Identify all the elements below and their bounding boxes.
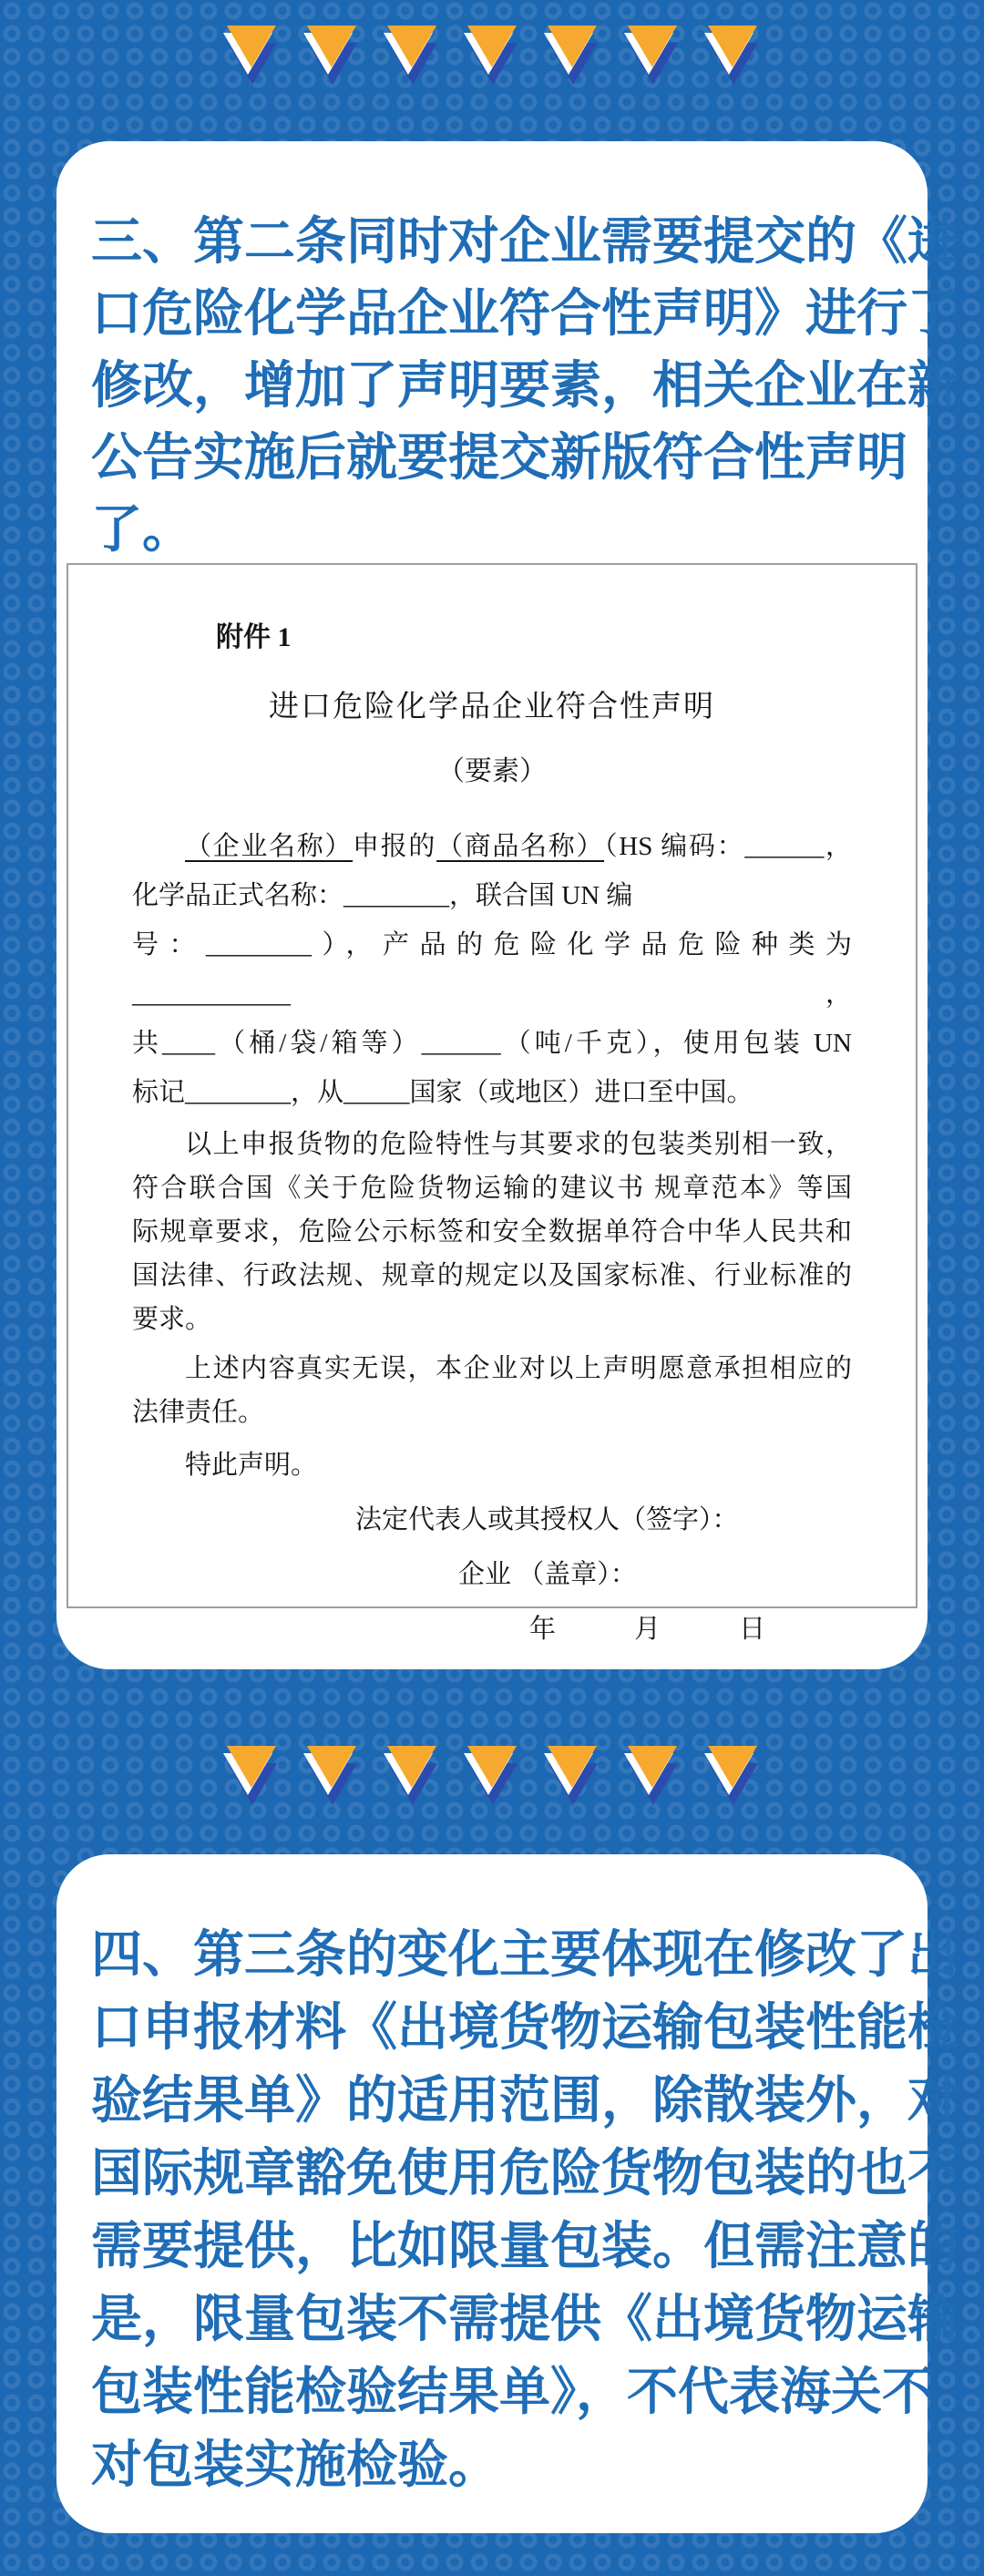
paragraph-line: 国法律、行政法规、规章的规定以及国家标准、行业标准的 bbox=[132, 1261, 852, 1290]
date-month: 月 bbox=[633, 1615, 661, 1644]
document-compliance-paragraph bbox=[132, 1123, 852, 1341]
chevron-down-icon bbox=[227, 26, 276, 89]
form-line: 标记________，从_____国家（或地区）进口至中国。 bbox=[132, 1078, 753, 1107]
chevron-down-icon bbox=[708, 26, 757, 89]
section-card-3 bbox=[56, 141, 958, 1669]
form-text: 申报的 bbox=[353, 832, 437, 861]
blank-hs-code: ______ bbox=[744, 832, 825, 861]
paragraph-line: 修改，增加了声明要素，相关企业在新 bbox=[91, 356, 958, 414]
chevron-down-icon bbox=[467, 1746, 517, 1810]
paragraph-line: 符合联合国《关于危险货物运输的建议书 规章范本》等国 bbox=[132, 1174, 852, 1203]
section-card-4 bbox=[56, 1854, 958, 2533]
chevron-down-icon bbox=[227, 1746, 276, 1810]
paragraph-line: 需要提供，比如限量包装。但需注意的 bbox=[91, 2217, 958, 2274]
form-line: 共____（桶/袋/箱等）______（吨/千克），使用包装 UN bbox=[132, 1029, 852, 1058]
document-subtitle: （要素） bbox=[437, 756, 547, 786]
paragraph-line: 国际规章豁免使用危险货物包装的也不 bbox=[91, 2144, 958, 2201]
attachment-label: 附件 1 bbox=[216, 622, 292, 652]
chevron-down-icon bbox=[387, 1746, 436, 1810]
paragraph-line: 是，限量包装不需提供《出境货物运输 bbox=[91, 2290, 958, 2347]
blank-company-name: （企业名称） bbox=[185, 832, 354, 861]
date-day: 日 bbox=[738, 1615, 765, 1644]
chevron-down-icon bbox=[548, 1746, 597, 1810]
paragraph-line: 上述内容真实无误，本企业对以上声明愿意承担相应的 bbox=[185, 1354, 852, 1383]
form-line bbox=[132, 822, 852, 871]
paragraph-line: 公告实施后就要提交新版符合性声明 bbox=[91, 428, 907, 486]
paragraph-line: 以上申报货物的危险特性与其要求的包装类别相一致， bbox=[185, 1130, 852, 1159]
form-text: （HS 编码： bbox=[604, 832, 745, 861]
triangle-row-middle bbox=[0, 1746, 984, 1810]
paragraph-line: 四、第三条的变化主要体现在修改了出 bbox=[91, 1925, 958, 1983]
document-form-paragraph bbox=[132, 822, 852, 1117]
paragraph-line: 际规章要求，危险公示标签和安全数据单符合中华人民共和 bbox=[132, 1217, 852, 1247]
paragraph-line: 要求。 bbox=[132, 1305, 212, 1334]
document-truth-paragraph bbox=[132, 1347, 852, 1434]
paragraph-line: 法律责任。 bbox=[132, 1398, 265, 1427]
seal-line: 企业 （盖章）： bbox=[458, 1560, 637, 1589]
attachment-document bbox=[67, 563, 917, 1644]
triangle-row-top bbox=[0, 26, 984, 89]
paragraph-line: 验结果单》的适用范围，除散装外，对 bbox=[91, 2071, 958, 2129]
chevron-down-icon bbox=[387, 26, 436, 89]
document-title: 进口危险化学品企业符合性声明 bbox=[269, 691, 715, 724]
paragraph-line: 了。 bbox=[91, 500, 193, 558]
blank-product-name: （商品名称） bbox=[436, 832, 605, 861]
chevron-down-icon bbox=[628, 1746, 677, 1810]
form-line: 号：________），产品的危险化学品危险种类为____________， bbox=[132, 930, 852, 1009]
paragraph-line: 口申报材料《出境货物运输包装性能检 bbox=[91, 1998, 958, 2056]
paragraph-line: 包装性能检验结果单》，不代表海关不 bbox=[91, 2363, 933, 2420]
section-3-paragraph bbox=[56, 141, 958, 565]
chevron-down-icon bbox=[708, 1746, 757, 1810]
chevron-down-icon bbox=[307, 1746, 356, 1810]
date-line bbox=[132, 1607, 852, 1651]
chevron-down-icon bbox=[307, 26, 356, 89]
chevron-down-icon bbox=[548, 26, 597, 89]
declaration-line: 特此声明。 bbox=[185, 1451, 318, 1480]
paragraph-line: 口危险化学品企业符合性声明》进行了 bbox=[91, 284, 958, 342]
chevron-down-icon bbox=[467, 26, 517, 89]
paragraph-line: 三、第二条同时对企业需要提交的《进 bbox=[91, 212, 958, 270]
form-line: 化学品正式名称：________，联合国 UN 编 bbox=[132, 881, 633, 910]
form-text: ， bbox=[824, 832, 852, 861]
section-4-paragraph bbox=[56, 1854, 958, 2501]
date-year: 年 bbox=[528, 1615, 556, 1644]
signature-line: 法定代表人或其授权人（签字）： bbox=[355, 1505, 739, 1534]
chevron-down-icon bbox=[628, 26, 677, 89]
paragraph-line: 对包装实施检验。 bbox=[91, 2436, 499, 2493]
